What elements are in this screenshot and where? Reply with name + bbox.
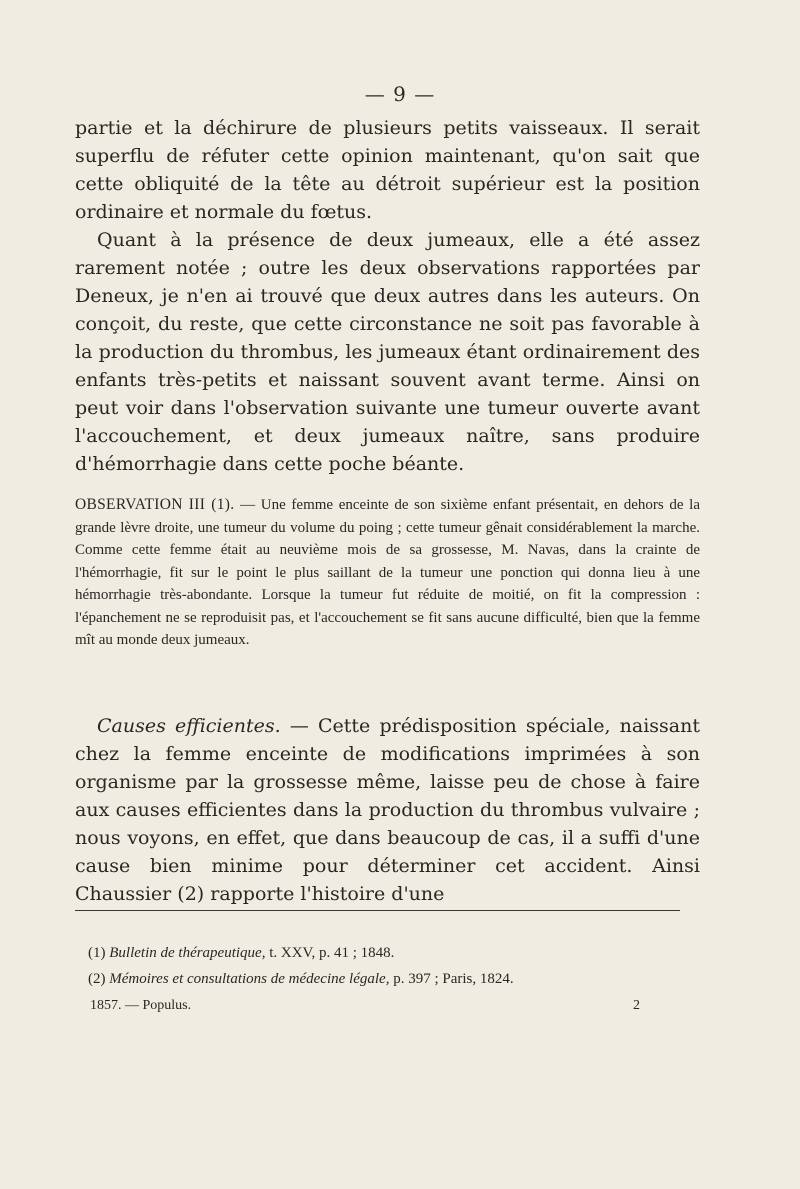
- imprint-left: 1857. — Populus.: [90, 998, 192, 1013]
- footnote-divider: [75, 910, 680, 911]
- footnote-1: [88, 940, 648, 966]
- signature-number: 2: [633, 998, 640, 1013]
- footnotes: [88, 940, 648, 992]
- page-number: — 9 —: [364, 82, 436, 106]
- footnote-2: [88, 966, 648, 992]
- printer-signature: [90, 998, 640, 1014]
- paragraph-causes: [75, 712, 700, 908]
- paragraph-text: Quant à la présence de deux jumeaux, elle a été assez rarement notée ; outre les deux observations rapportées par Deneux, je n'en ai trouvé que deux autres dans les auteurs. On conçoit, du reste, que cette circonstance ne soit pas favorable à la production du thrombus, les jumeaux étant ordinairement des enfants très-petits et naissant souvent avant terme. Ainsi on peut voir dans l'observation suivante une tumeur ouverte avant l'accouchement, et deux jumeaux naître, sans produire d'hémorrhagie dans cette poche béante.: [75, 229, 700, 475]
- footnote-rest: p. 397 ; Paris, 1824.: [389, 971, 514, 987]
- observation-block: [75, 494, 700, 652]
- footnote-mark: (2): [88, 971, 106, 987]
- footnote-mark: (1): [88, 945, 106, 961]
- footnote-title: Mémoires et consultations de médecine légale,: [109, 971, 390, 987]
- paragraph-text: partie et la déchirure de plusieurs petits vaisseaux. Il serait superflu de réfuter cette opinion maintenant, qu'on sait que cette obliquité de la tête au détroit supérieur est la position ordinaire et normale du fœtus.: [75, 117, 700, 223]
- footnote-rest: t. XXV, p. 41 ; 1848.: [265, 945, 395, 961]
- paragraph-continuation: [75, 114, 700, 226]
- footnote-title: Bulletin de thérapeutique,: [109, 945, 266, 961]
- observation-text: — Une femme enceinte de son sixième enfant présentait, en dehors de la grande lèvre droite, une tumeur du volume du poing ; cette tumeur gênait considérablement la marche. Comme cette femme était au neuvième mois de sa grossesse, M. Navas, dans la crainte de l'hémorrhagie, fit sur le point le plus saillant de la tumeur une ponction qui donna lieu à une hémorrhagie très-abondante. Lorsque la tumeur fut réduite de moitié, on fit la compression : l'épanchement ne se reproduisit pas, et l'accouchement se fit sans aucune difficulté, bien que la femme mît au monde deux jumeaux.: [75, 497, 701, 648]
- section-text: — Cette prédisposition spéciale, naissant chez la femme enceinte de modifications imprimées à son organisme par la grossesse même, laisse peu de chose à faire aux causes efficientes dans la production du thrombus vulvaire ; nous voyons, en effet, que dans beaucoup de cas, il a suffi d'une cause bien minime pour déterminer cet accident. Ainsi Chaussier (2) rapporte l'histoire d'une: [75, 715, 700, 905]
- observation-title: OBSERVATION III (1).: [75, 496, 235, 513]
- paragraph-jumeaux: [75, 226, 700, 478]
- section-heading: Causes efficientes.: [97, 715, 281, 737]
